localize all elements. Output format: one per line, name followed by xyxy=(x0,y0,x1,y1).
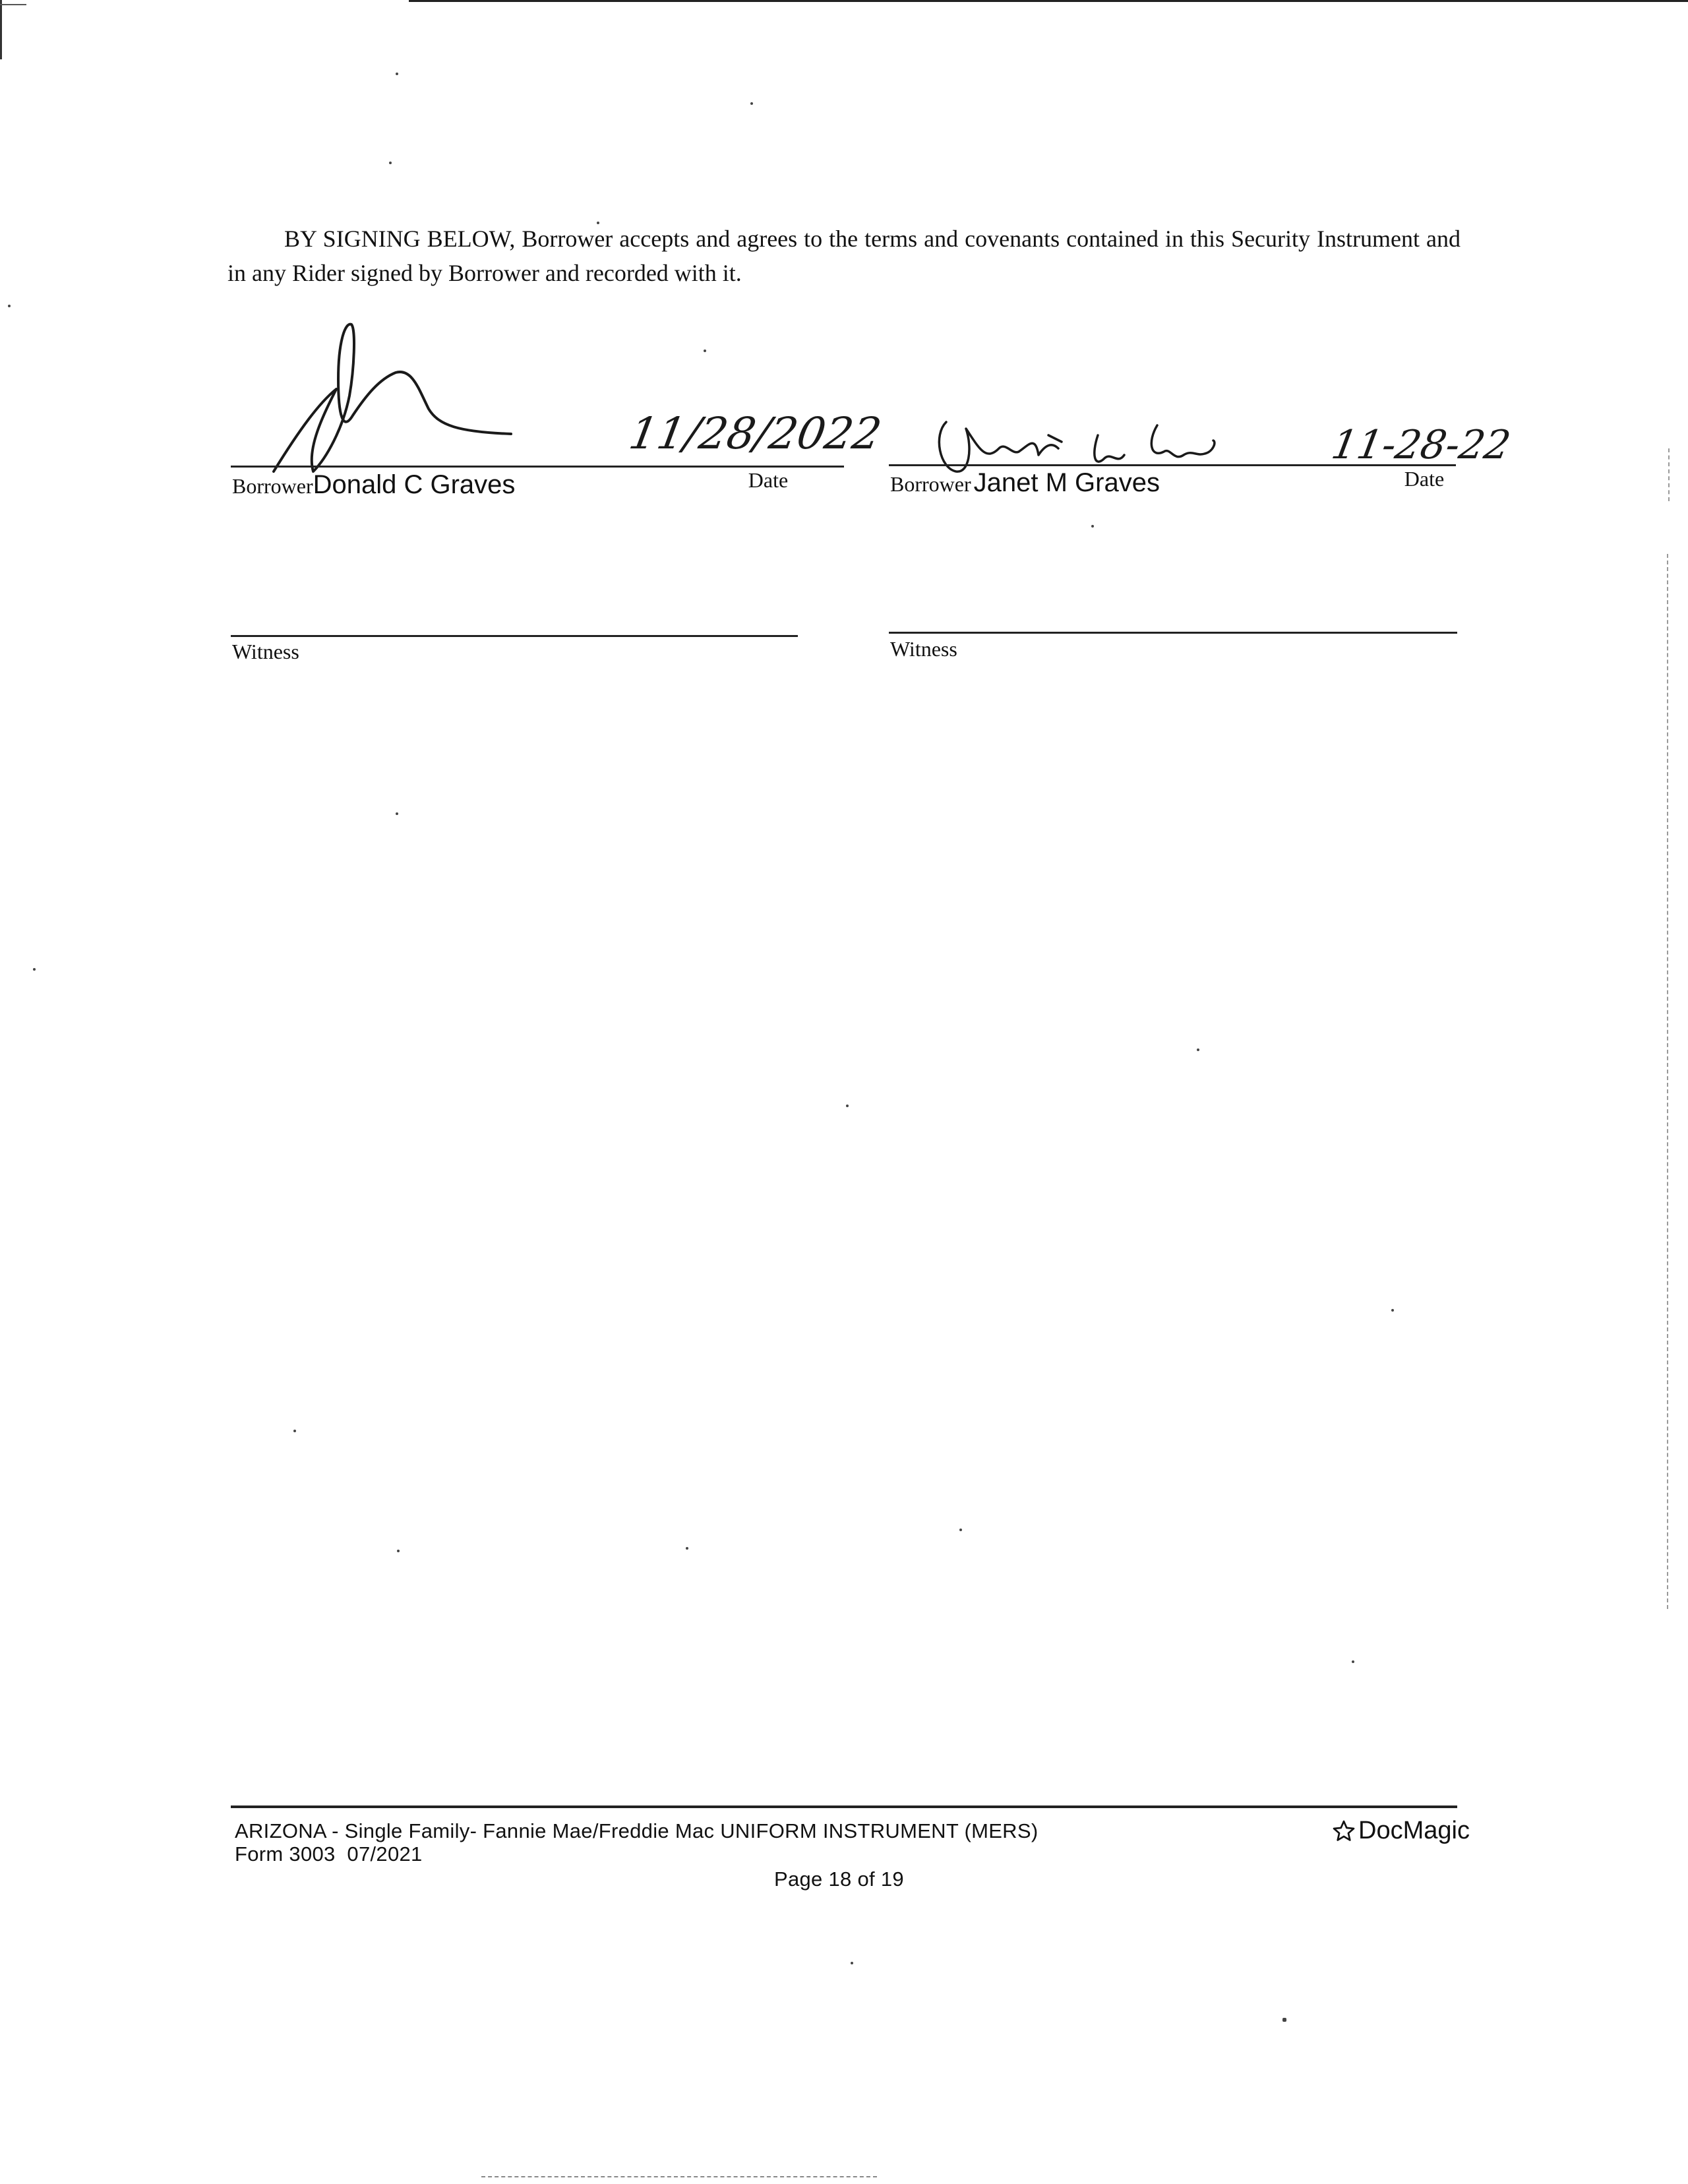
scan-speck xyxy=(396,812,398,815)
janet-name: Janet M Graves xyxy=(973,468,1160,497)
docmagic-label: DocMagic xyxy=(1358,1817,1470,1844)
scan-speck xyxy=(33,968,36,971)
scan-speck xyxy=(293,1430,296,1432)
donald-date-text: 11/28/2022 xyxy=(625,408,886,459)
donald-date-label: Date xyxy=(748,468,789,492)
scan-corner-mark xyxy=(0,0,7,59)
scan-edge-streak xyxy=(1667,554,1668,1609)
janet-borrower-label: Borrower xyxy=(890,472,971,496)
janet-borrower-caption xyxy=(890,468,1160,498)
footer-page-number: Page 18 of 19 xyxy=(774,1867,904,1891)
janet-signature-line xyxy=(889,464,1456,466)
footer-form-title: ARIZONA - Single Family- Fannie Mae/Freddie Mac UNIFORM INSTRUMENT (MERS) xyxy=(235,1819,1039,1842)
scan-speck xyxy=(597,222,599,224)
scan-speck xyxy=(396,73,398,75)
scan-speck xyxy=(389,162,392,164)
scan-speck xyxy=(1391,1309,1394,1312)
agreement-text: BY SIGNING BELOW, Borrower accepts and agrees to the terms and covenants contained in this Security Instrument and in any Rider signed by Borrower and recorded with it. xyxy=(227,226,1461,286)
scan-corner-tick xyxy=(0,4,26,5)
scan-top-rule xyxy=(409,0,1688,2)
scan-speck xyxy=(851,1962,853,1964)
donald-name: Donald C Graves xyxy=(313,470,516,499)
scan-speck xyxy=(704,349,706,352)
agreement-paragraph xyxy=(227,222,1461,290)
scan-speck xyxy=(1197,1048,1199,1051)
witness-line-right xyxy=(889,632,1457,634)
witness-label-left: Witness xyxy=(232,640,299,663)
scan-speck xyxy=(846,1105,849,1107)
janet-date-text: 11-28-22 xyxy=(1328,422,1514,468)
scan-speck xyxy=(397,1550,400,1552)
scan-speck xyxy=(750,102,753,105)
scan-speck xyxy=(8,305,11,307)
scan-speck xyxy=(1282,2018,1286,2022)
witness-line-left xyxy=(231,635,798,637)
donald-signature-line xyxy=(231,466,844,468)
donald-handwritten-date xyxy=(625,386,886,478)
scan-bottom-dash xyxy=(481,2176,877,2177)
docmagic-brand xyxy=(1332,1817,1470,1845)
footer-form-number: Form 3003 07/2021 xyxy=(235,1842,423,1866)
donald-signature-scribble xyxy=(260,317,537,488)
witness-label-right: Witness xyxy=(890,637,957,661)
donald-borrower-caption xyxy=(232,470,515,500)
footer-rule xyxy=(231,1805,1457,1808)
scan-edge-streak xyxy=(1668,448,1670,501)
star-outline-icon xyxy=(1332,1819,1356,1843)
janet-date-label: Date xyxy=(1404,467,1445,491)
scan-speck xyxy=(959,1529,962,1531)
scan-speck xyxy=(1352,1660,1354,1663)
donald-borrower-label: Borrower xyxy=(232,474,313,498)
scan-speck xyxy=(686,1547,688,1550)
scan-speck xyxy=(1091,525,1094,528)
